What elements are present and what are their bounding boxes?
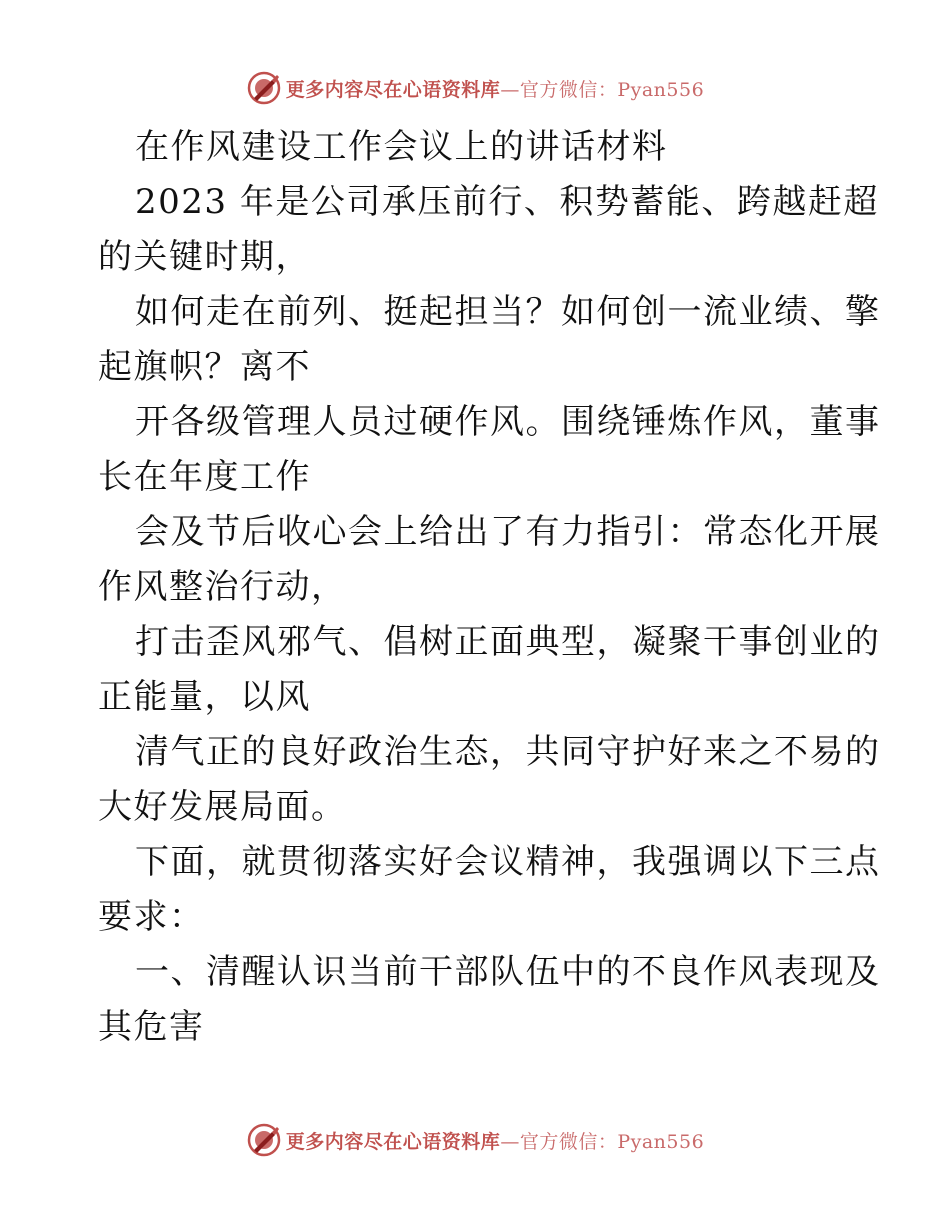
paragraph (98, 285, 881, 395)
pen-logo-icon (246, 1122, 282, 1158)
document-body (98, 120, 881, 1055)
paragraph-continuation: 长在年度工作 (98, 457, 311, 497)
watermark-dash: — (500, 78, 520, 101)
paragraph-line: 会及节后收心会上给出了有力指引：常态化开展 (135, 512, 881, 552)
watermark-site: 更多内容尽在心语资料库 (285, 1130, 501, 1153)
paragraph-line: 2023 年是公司承压前行、积势蓄能、跨越赶超 (135, 182, 879, 222)
paragraph-line: 如何走在前列、挺起担当？如何创一流业绩、擎 (135, 292, 881, 332)
paragraph-line: 下面，就贯彻落实好会议精神，我强调以下三点 (135, 842, 881, 882)
paragraph-continuation: 其危害 (98, 1007, 205, 1047)
paragraph-continuation: 大好发展局面。 (98, 787, 347, 827)
paragraph-title (98, 120, 858, 175)
paragraph (98, 395, 881, 505)
watermark-site: 更多内容尽在心语资料库 (285, 78, 501, 101)
paragraph-continuation: 要求： (98, 897, 205, 937)
section-heading (98, 945, 881, 1055)
paragraph-continuation: 起旗帜？离不 (98, 347, 311, 387)
paragraph (98, 835, 881, 945)
paragraph-continuation: 的关键时期， (98, 237, 311, 277)
paragraph-line: 开各级管理人员过硬作风。围绕锤炼作风，董事 (135, 402, 881, 442)
paragraph (98, 175, 879, 285)
paragraph-line: 在作风建设工作会议上的讲话材料 (135, 127, 668, 167)
paragraph (98, 725, 881, 835)
watermark-text (286, 1127, 704, 1154)
footer-watermark (0, 1118, 950, 1162)
watermark-text (286, 75, 704, 102)
header-watermark (0, 66, 950, 110)
paragraph (98, 615, 881, 725)
watermark-wechat-label: 官方微信： (519, 1130, 618, 1153)
watermark-wechat-id: Pyan556 (617, 78, 705, 101)
watermark-dash: — (500, 1130, 520, 1153)
paragraph-line: 清气正的良好政治生态，共同守护好来之不易的 (135, 732, 881, 772)
watermark-wechat-label: 官方微信： (519, 78, 618, 101)
paragraph (98, 505, 881, 615)
paragraph-continuation: 作风整治行动， (98, 567, 347, 607)
paragraph-line: 一、清醒认识当前干部队伍中的不良作风表现及 (135, 952, 881, 992)
paragraph-continuation: 正能量，以风 (98, 677, 311, 717)
paragraph-line: 打击歪风邪气、倡树正面典型，凝聚干事创业的 (135, 622, 881, 662)
pen-logo-icon (246, 70, 282, 106)
watermark-wechat-id: Pyan556 (617, 1130, 705, 1153)
